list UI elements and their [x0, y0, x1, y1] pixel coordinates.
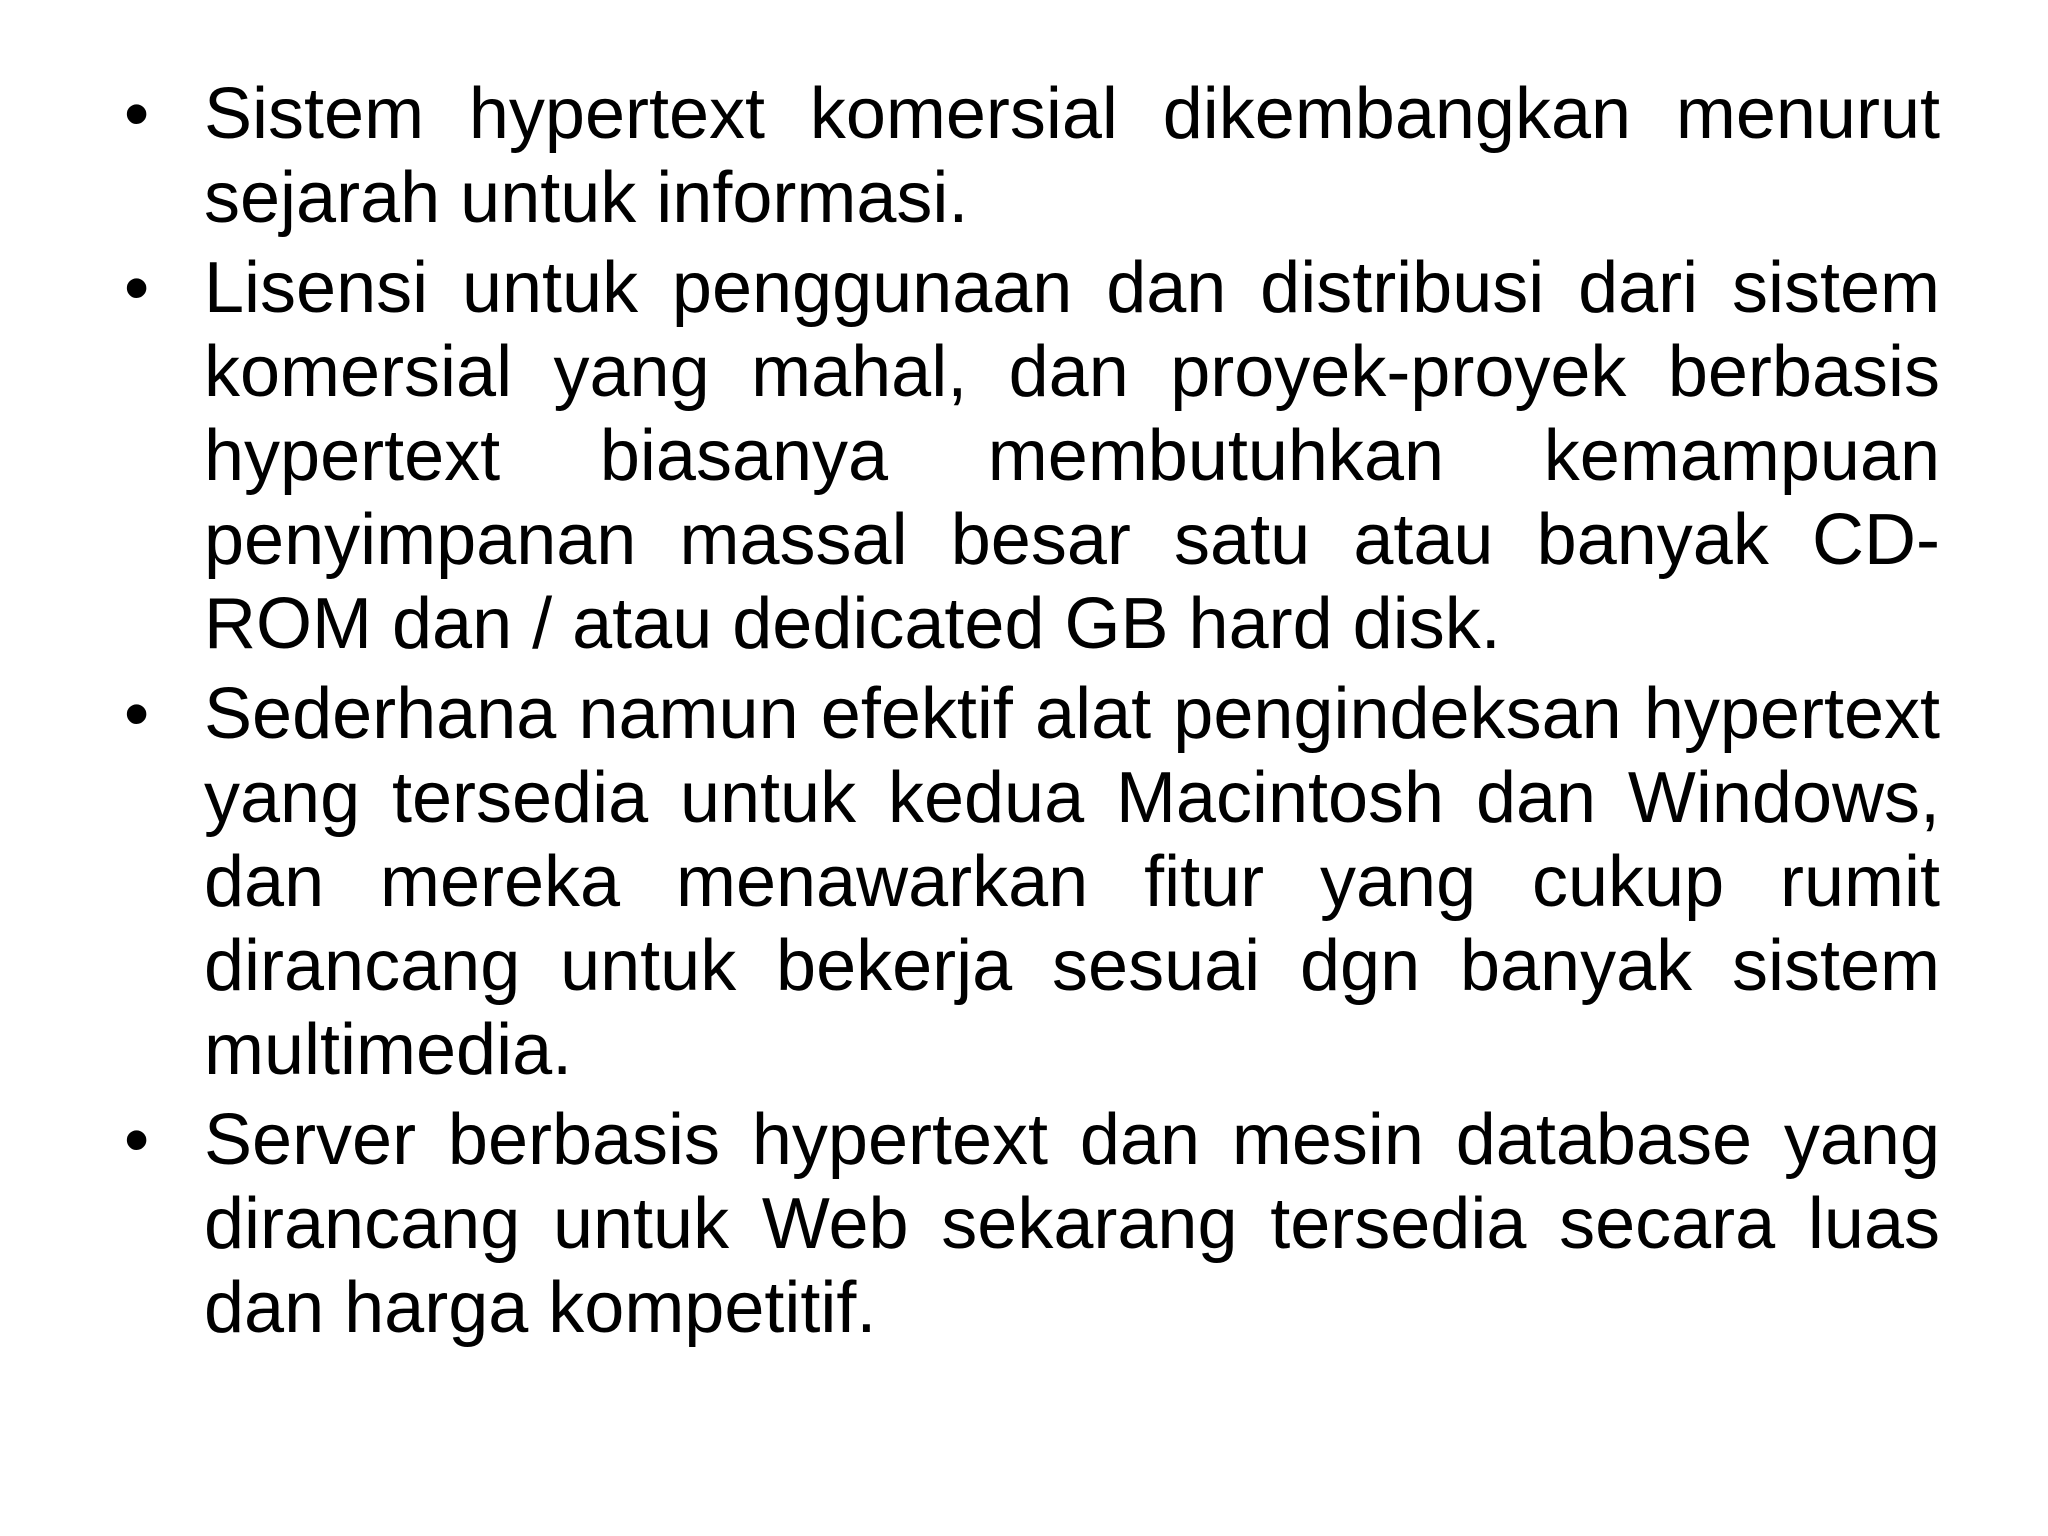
bullet-icon: •: [124, 74, 150, 154]
bullet-text: Sistem hypertext komersial dikembangkan menurut sejarah untuk informasi.: [204, 74, 1940, 238]
bullet-item: [120, 72, 1940, 240]
bullet-text: Server berbasis hypertext dan mesin database yang dirancang untuk Web sekarang tersedia secara luas dan harga kompetitif.: [204, 1100, 1940, 1348]
bullet-icon: •: [124, 248, 150, 328]
bullet-icon: •: [124, 674, 150, 754]
bullet-item: [120, 672, 1940, 1092]
bullet-text: Lisensi untuk penggunaan dan distribusi dari sistem komersial yang mahal, dan proyek-proyek berbasis hypertext biasanya membutuhkan kemampuan penyimpanan massal besar satu atau banyak CD-ROM dan / atau dedicated GB hard disk.: [204, 248, 1940, 664]
bullet-item: [120, 246, 1940, 666]
bullet-text: Sederhana namun efektif alat pengindeksan hypertext yang tersedia untuk kedua Macintosh dan Windows, dan mereka menawarkan fitur yang cukup rumit dirancang untuk bekerja sesuai dgn banyak sistem multimedia.: [204, 674, 1940, 1090]
bullet-icon: •: [124, 1100, 150, 1180]
bullet-item: [120, 1098, 1940, 1350]
bullet-list: [120, 72, 1940, 1356]
